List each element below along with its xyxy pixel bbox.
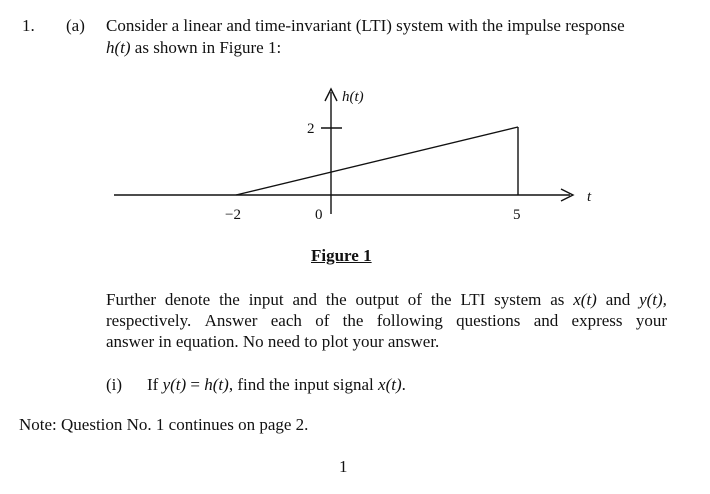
- output-signal-symbol: y(t),: [639, 290, 667, 309]
- word: output: [355, 290, 399, 309]
- paragraph-line2: [106, 311, 667, 331]
- paragraph-line3: answer in equation. No need to plot your answer.: [106, 332, 440, 351]
- word: input: [248, 290, 284, 309]
- input-symbol: x(t): [378, 375, 402, 394]
- word: the: [325, 290, 347, 309]
- word: your: [635, 311, 667, 330]
- word: each: [270, 311, 302, 330]
- impulse-response-ramp: [236, 127, 518, 195]
- word: the: [219, 290, 240, 309]
- word: the: [342, 311, 364, 330]
- word: Further: [106, 290, 157, 309]
- equals-sign: =: [186, 375, 205, 394]
- question-intro-line1: Consider a linear and time-invariant (LTI) system with the impulse response: [106, 16, 625, 35]
- x-tick-label-5: 5: [513, 207, 521, 223]
- subquestion-if: If: [147, 375, 163, 394]
- word: following: [376, 311, 443, 330]
- word: of: [315, 311, 330, 330]
- word: respectively.: [106, 311, 192, 330]
- subquestion-text: [147, 375, 406, 395]
- question-part-label: (a): [66, 16, 85, 35]
- word: the: [430, 290, 452, 309]
- y-axis-label: h(t): [342, 89, 364, 105]
- paragraph-line1: [106, 290, 667, 310]
- word: express: [571, 311, 623, 330]
- subquestion-rest: , find the input signal: [228, 375, 379, 394]
- word: Answer: [204, 311, 258, 330]
- word: and: [605, 290, 631, 309]
- word: LTI: [460, 290, 486, 309]
- x-tick-label-0: 0: [315, 207, 323, 223]
- continuation-note: Note: Question No. 1 continues on page 2.: [19, 415, 309, 434]
- impulse-symbol: h(t): [204, 375, 229, 394]
- output-symbol: y(t): [162, 375, 187, 394]
- word: questions: [456, 311, 521, 330]
- word: as: [550, 290, 565, 309]
- input-signal-symbol: x(t): [573, 290, 597, 309]
- x-axis-label: t: [587, 189, 592, 205]
- intro-line2-rest: as shown in Figure 1:: [130, 38, 282, 57]
- period: .: [401, 375, 406, 394]
- word: of: [407, 290, 422, 309]
- word: denote: [164, 290, 211, 309]
- subquestion-label: (i): [106, 375, 123, 394]
- word: and: [533, 311, 559, 330]
- figure-caption: Figure 1: [311, 246, 372, 265]
- word: and: [292, 290, 318, 309]
- page-number: 1: [339, 457, 348, 476]
- y-tick-label-2: 2: [307, 121, 315, 137]
- x-tick-label-neg2: −2: [225, 207, 241, 223]
- impulse-response-symbol: h(t): [106, 38, 131, 57]
- word: system: [494, 290, 542, 309]
- question-number: 1.: [22, 16, 35, 35]
